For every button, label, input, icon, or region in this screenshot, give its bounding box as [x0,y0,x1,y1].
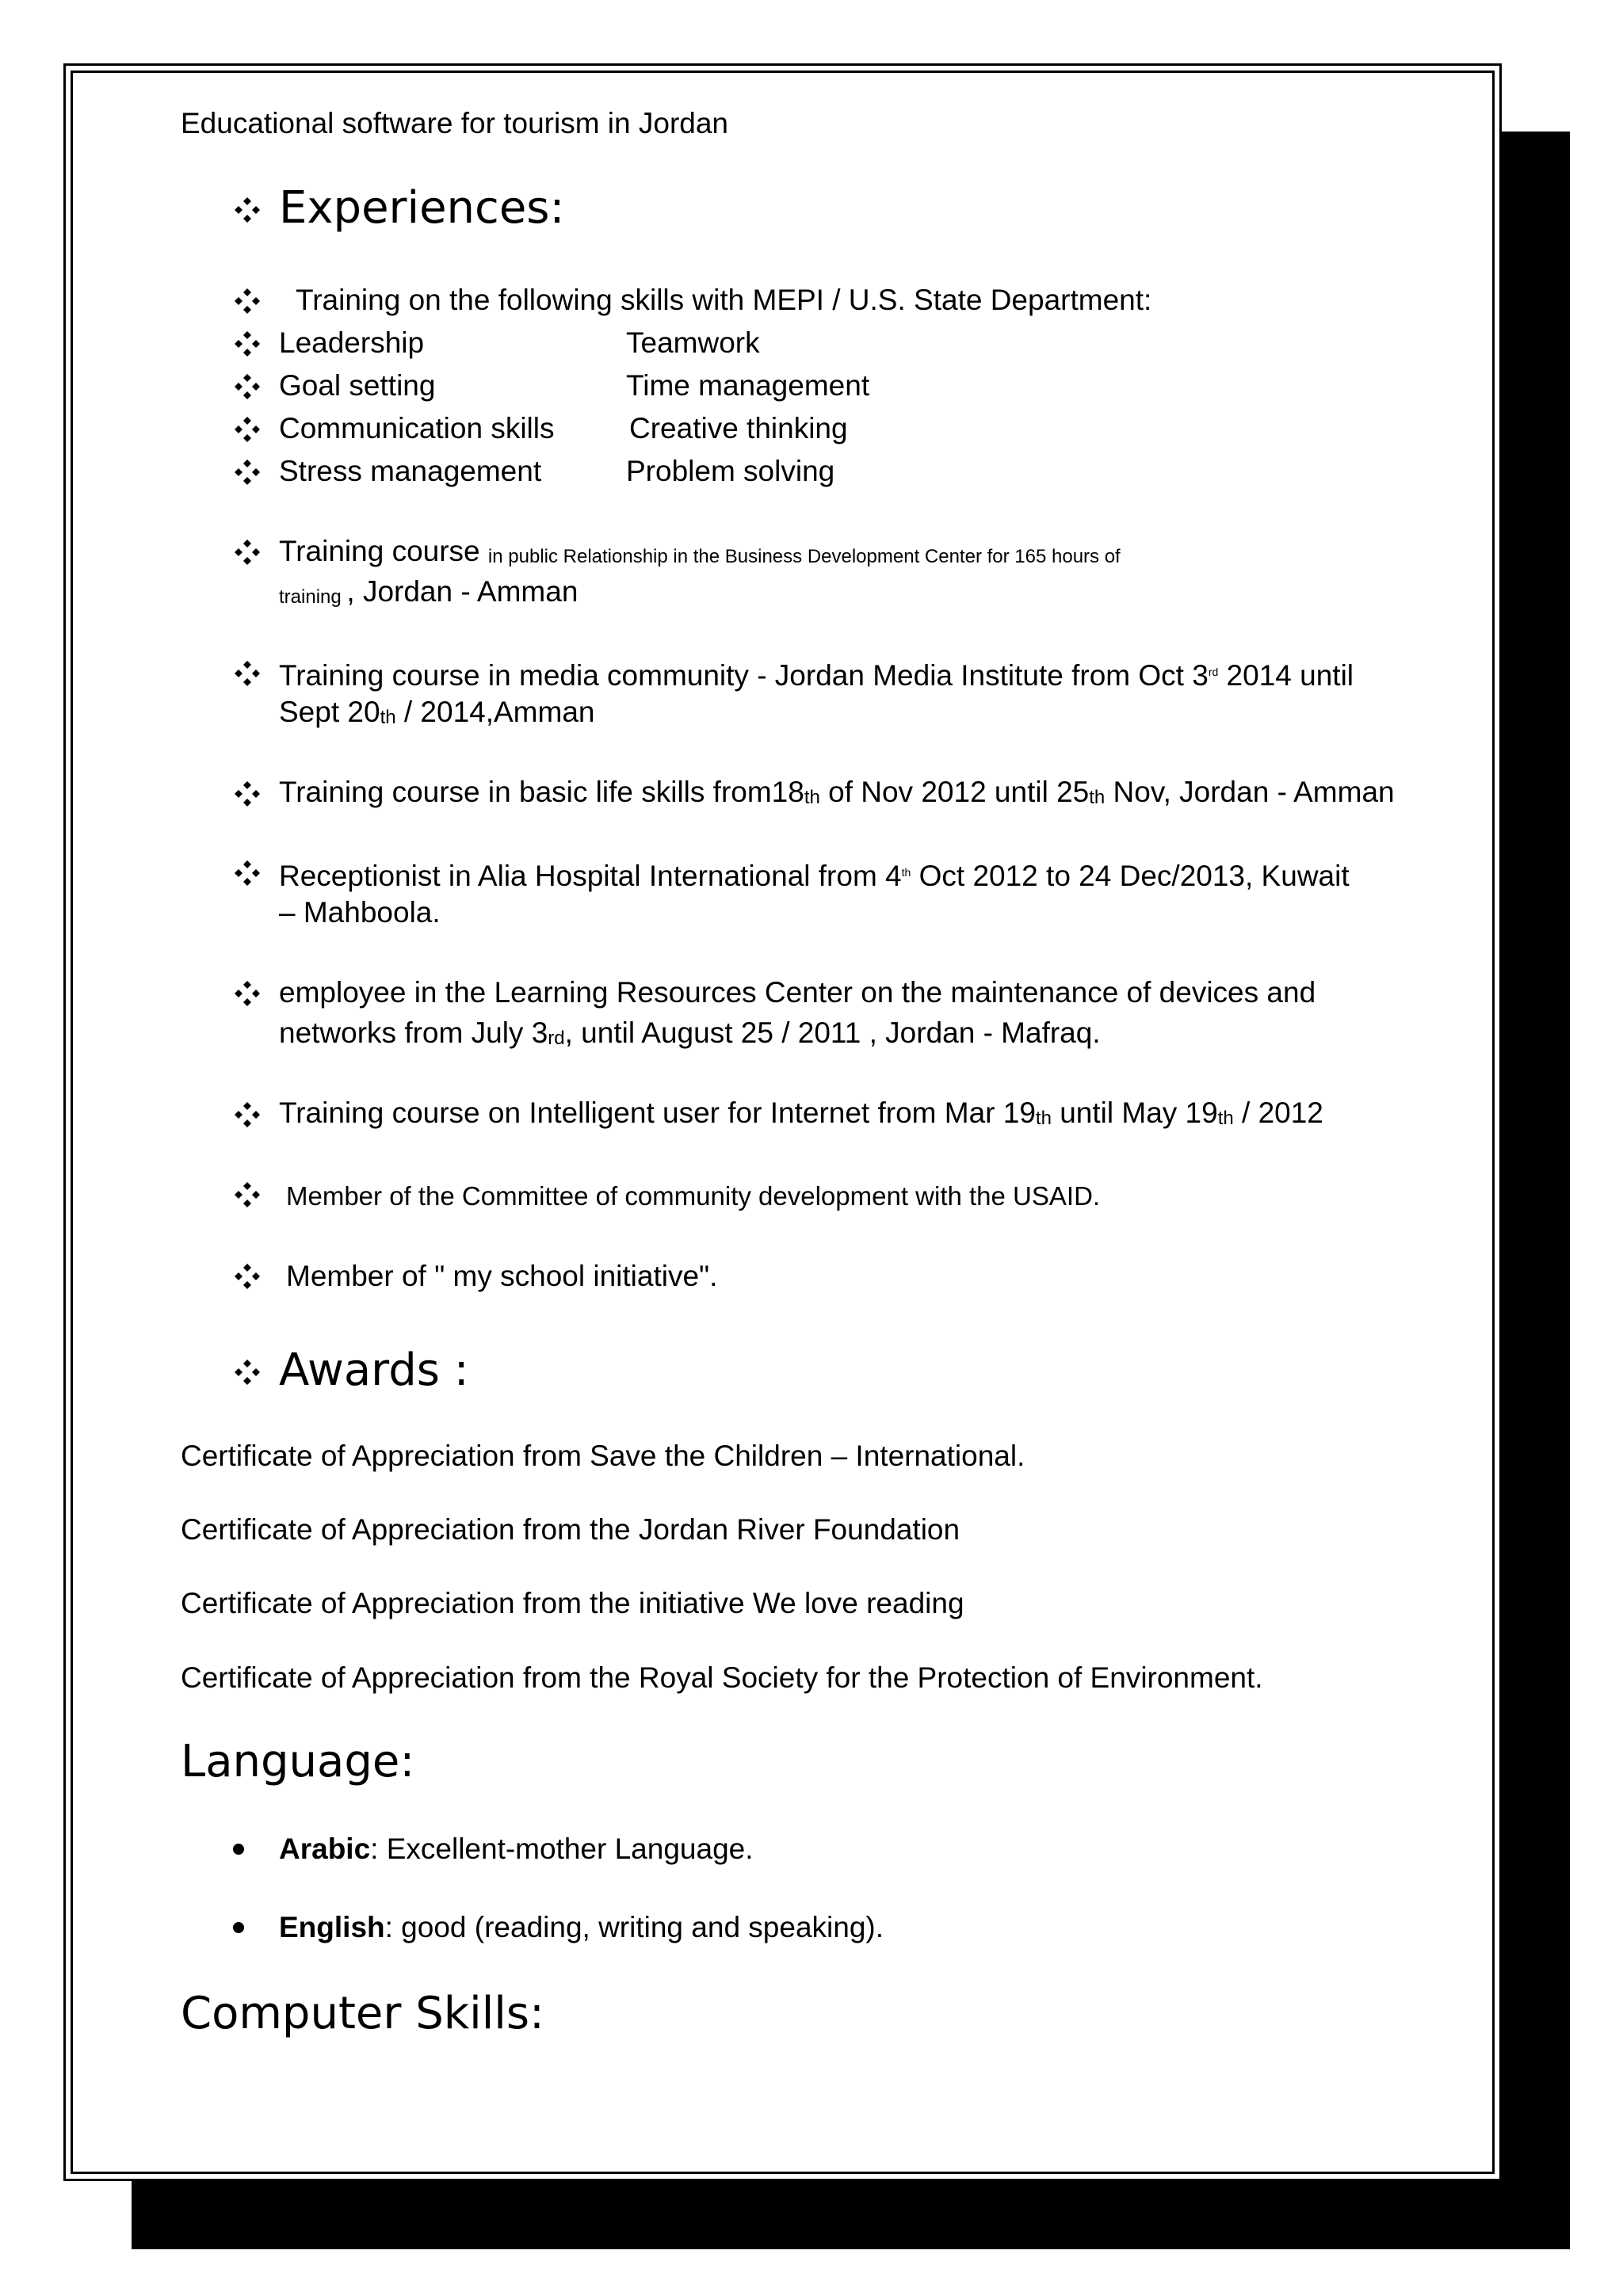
skill-right: Creative thinking [629,412,848,444]
skill-left: Communication skills [279,412,555,444]
experience-item-public-relationship: Training course in public Relationship in the Business Development Center for 165 hours of [279,535,1121,567]
diamond-bullet-icon [234,980,261,1007]
computer-skills-heading: Computer Skills: [181,1988,544,2039]
diamond-bullet-icon [234,1263,261,1290]
diamond-bullet-icon [234,416,261,443]
experience-item-receptionist-cont: – Mahboola. [279,896,441,929]
experience-item-employee: employee in the Learning Resources Center on the maintenance of devices and [279,976,1316,1009]
experience-item-employee-cont: networks from July 3rd, until August 25 / 2011 , Jordan - Mafraq. [279,1016,1101,1049]
experience-item-life-skills: Training course in basic life skills from18th of Nov 2012 until 25th Nov, Jordan - Amman [279,776,1395,808]
skill-right: Problem solving [626,455,835,487]
award-item: Certificate of Appreciation from the Jordan River Foundation [181,1513,960,1546]
skill-left: Stress management [279,455,542,487]
award-item: Certificate of Appreciation from Save the Children – International. [181,1440,1025,1472]
language-item-english: English: good (reading, writing and speaking). [279,1911,884,1943]
diamond-bullet-icon [234,660,261,687]
experience-item-internet: Training course on Intelligent user for Internet from Mar 19th until May 19th / 2012 [279,1097,1323,1129]
bullet-dot-icon [233,1844,244,1855]
diamond-bullet-icon [234,1359,261,1386]
diamond-bullet-icon [234,780,261,807]
header-line: Educational software for tourism in Jordan [181,107,729,139]
experience-item-media: Training course in media community - Jordan Media Institute from Oct 3rd 2014 until [279,659,1354,692]
experience-item-public-relationship-cont: training , Jordan - Amman [279,575,579,608]
diamond-bullet-icon [234,196,261,223]
language-heading: Language: [181,1736,415,1787]
skill-right: Teamwork [626,326,760,359]
bullet-dot-icon [233,1922,244,1933]
skill-left: Goal setting [279,369,436,402]
experience-item-school: Member of " my school initiative". [286,1260,718,1292]
experience-item-receptionist: Receptionist in Alia Hospital International from 4th Oct 2012 to 24 Dec/2013, Kuwait [279,860,1350,892]
experience-item-media-cont: Sept 20th / 2014,Amman [279,696,595,728]
diamond-bullet-icon [234,539,261,566]
diamond-bullet-icon [234,373,261,400]
awards-heading: Awards : [279,1344,469,1396]
award-item: Certificate of Appreciation from the initiative We love reading [181,1587,964,1619]
diamond-bullet-icon [234,330,261,357]
diamond-bullet-icon [234,860,261,887]
award-item: Certificate of Appreciation from the Royal Society for the Protection of Environment. [181,1661,1263,1694]
diamond-bullet-icon [234,1101,261,1128]
diamond-bullet-icon [234,1181,261,1208]
language-item-arabic: Arabic: Excellent-mother Language. [279,1833,754,1865]
experiences-heading: Experiences: [279,182,565,234]
diamond-bullet-icon [234,459,261,486]
diamond-bullet-icon [234,288,261,315]
training-intro: Training on the following skills with MEPI / U.S. State Department: [296,284,1152,316]
experience-item-usaid: Member of the Committee of community development with the USAID. [286,1181,1101,1211]
skill-left: Leadership [279,326,425,359]
skill-right: Time management [626,369,870,402]
